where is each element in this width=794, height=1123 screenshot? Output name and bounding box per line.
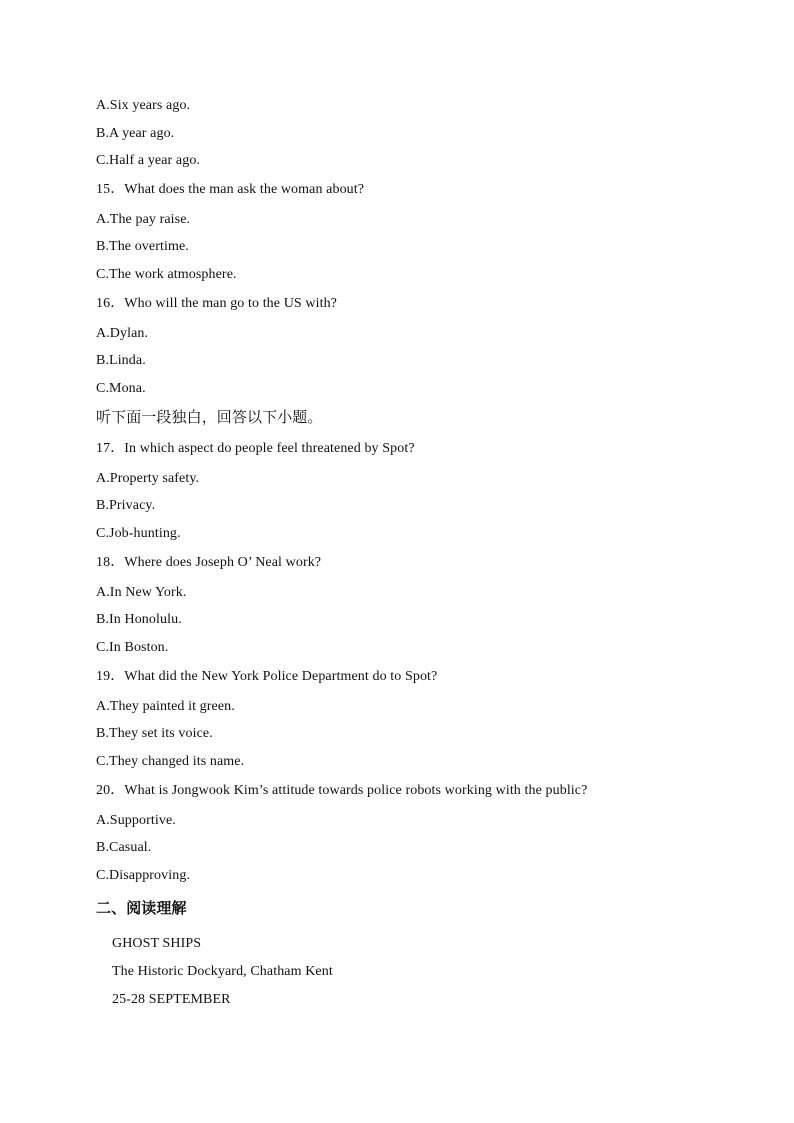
q15-option-b: B.The overtime. xyxy=(96,239,189,254)
passage-title: GHOST SHIPS xyxy=(112,936,202,951)
q14-option-b: B.A year ago. xyxy=(96,126,175,141)
q20-option-a: A.Supportive. xyxy=(96,813,176,828)
q17-option-b: B.Privacy. xyxy=(96,498,156,513)
q16-question: 16．Who will the man go to the US with? xyxy=(96,296,337,311)
q18-option-c: C.In Boston. xyxy=(96,640,169,655)
q17-option-a: A.Property safety. xyxy=(96,471,200,486)
q19-option-c: C.They changed its name. xyxy=(96,754,245,769)
q16-option-a: A.Dylan. xyxy=(96,326,149,341)
q18-question: 18．Where does Joseph O’ Neal work? xyxy=(96,555,322,570)
q20-question: 20．What is Jongwook Kim’s attitude towards police robots working with the public? xyxy=(96,783,588,798)
q15-question: 15．What does the man ask the woman about? xyxy=(96,182,365,197)
q19-option-b: B.They set its voice. xyxy=(96,726,213,741)
q15-option-c: C.The work atmosphere. xyxy=(96,267,237,282)
q19-option-a: A.They painted it green. xyxy=(96,699,235,714)
q18-option-a: A.In New York. xyxy=(96,585,187,600)
q17-option-c: C.Job-hunting. xyxy=(96,526,181,541)
q16-option-c: C.Mona. xyxy=(96,381,146,396)
monologue-instruction: 听下面一段独白，回答以下小题。 xyxy=(96,408,323,426)
q14-option-a: A.Six years ago. xyxy=(96,98,191,113)
q20-option-b: B.Casual. xyxy=(96,840,152,855)
q16-option-b: B.Linda. xyxy=(96,353,146,368)
q17-question: 17．In which aspect do people feel threatened by Spot? xyxy=(96,441,415,456)
passage-dates: 25-28 SEPTEMBER xyxy=(112,992,231,1007)
passage-venue: The Historic Dockyard, Chatham Kent xyxy=(112,964,333,979)
q15-option-a: A.The pay raise. xyxy=(96,212,191,227)
q20-option-c: C.Disapproving. xyxy=(96,868,191,883)
section-heading-reading: 二、阅读理解 xyxy=(96,899,187,917)
q18-option-b: B.In Honolulu. xyxy=(96,612,182,627)
q19-question: 19．What did the New York Police Department do to Spot? xyxy=(96,669,438,684)
q14-option-c: C.Half a year ago. xyxy=(96,153,201,168)
